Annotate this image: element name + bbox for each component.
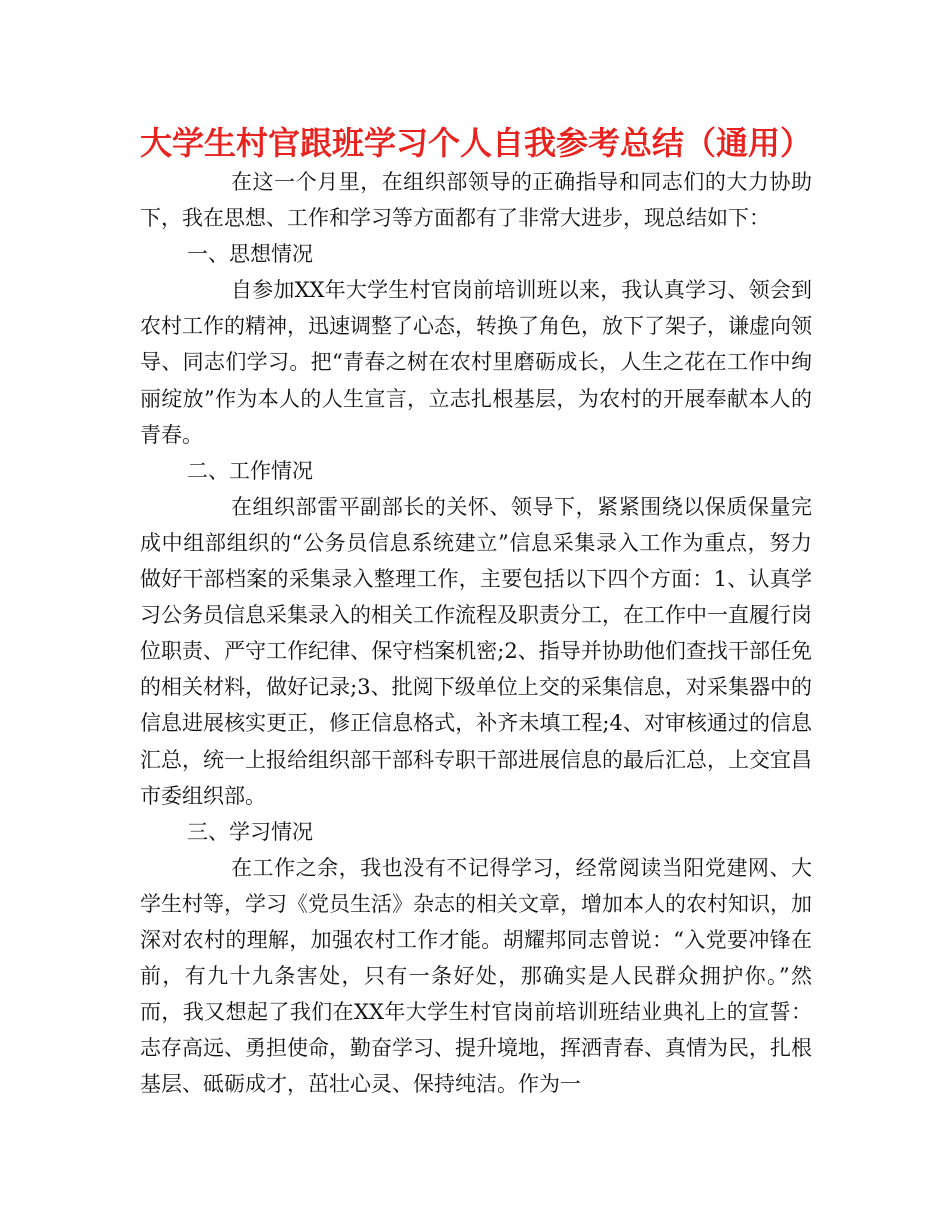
document-title: 大学生村官跟班学习个人自我参考总结（通用） [140, 124, 813, 162]
section-heading-work: 二、工作情况 [187, 458, 313, 483]
work-paragraph: 在组织部雷平副部长的关怀、领导下，紧紧围绕以保质保量完成中组部组织的“公务员信息系统建立”信息采集录入工作为重点，努力做好干部档案的采集录入整理工作，主要包括以下四个方面：1、认真学习公务员信息采集录入的相关工作流程及职责分工，在工作中一直履行岗位职责、严守工作纪律、保守档案机密;2、指导并协助他们查找干部任免的相关材料，做好记录;3、批阅下级单位上交的采集信息，对采集器中的信息进展核实更正，修正信息格式，补齐未填工程;4、对审核通过的信息汇总，统一上报给组织部干部科专职干部进展信息的最后汇总，上交宜昌市委组织部。 [140, 494, 812, 808]
thought-paragraph: 自参加XX年大学生村官岗前培训班以来，我认真学习、领会到农村工作的精神，迅速调整了心态，转换了角色，放下了架子，谦虚向领导、同志们学习。把“青春之树在农村里磨砺成长，人生之花在工作中绚丽绽放”作为本人的人生宣言，立志扎根基层，为农村的开展奉献本人的青春。 [140, 278, 812, 447]
section-heading-thought: 一、思想情况 [187, 242, 313, 267]
study-paragraph: 在工作之余，我也没有不记得学习，经常阅读当阳党建网、大学生村等，学习《党员生活》杂志的相关文章，增加本人的农村知识，加深对农村的理解，加强农村工作才能。胡耀邦同志曾说：“入党要冲锋在前，有九十九条害处，只有一条好处，那确实是人民群众拥护你。”然而，我又想起了我们在XX年大学生村官岗前培训班结业典礼上的宣誓：志存高远、勇担使命，勤奋学习、提升境地，挥洒青春、真情为民，扎根基层、砥砺成才，茁壮心灵、保持纯洁。作为一 [140, 855, 812, 1097]
intro-paragraph: 在这一个月里，在组织部领导的正确指导和同志们的大力协助下，我在思想、工作和学习等方面都有了非常大进步，现总结如下： [140, 170, 812, 231]
document-body [140, 164, 812, 1102]
section-heading-study: 三、学习情况 [187, 819, 313, 844]
